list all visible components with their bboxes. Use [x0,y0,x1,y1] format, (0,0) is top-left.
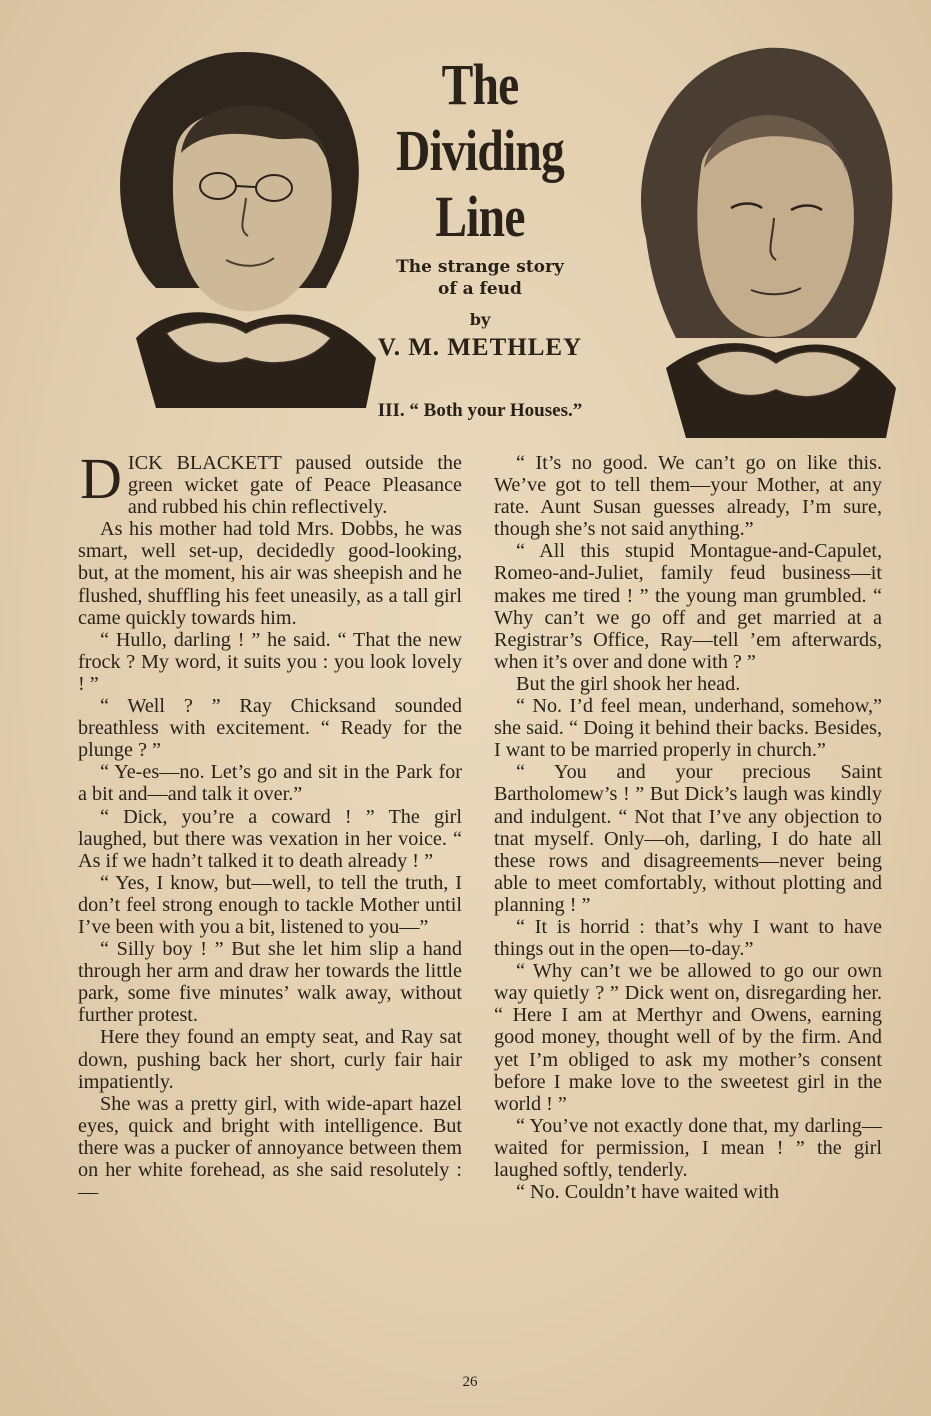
subtitle-line: of a feud [438,279,522,299]
paragraph: “ No. Couldn’t have waited with [516,1181,780,1204]
paragraph: “ No. I’d feel mean, underhand, somehow,” she said. “ Doing it behind their backs. Besides, I want to be married properly in church.” [494,695,882,762]
subtitle-line: The strange story [396,257,564,277]
paragraph: “ It is horrid : that’s why I want to have things out in the open—to-day.” [494,915,882,961]
paragraph-text: ICK BLACKETT paused outside the green wicket gate of Peace Pleasance and rubbed his chin reflectively. [127,452,462,519]
paragraph: Here they found an empty seat, and Ray sat down, pushing back her short, curly fair hair impatiently. [78,1026,462,1093]
paragraph: “ All this stupid Montague-and-Capulet, Romeo-and-Juliet, family feud business—it makes me tired ! ” the young man grumbled. “ Why can’t we go off and get married at a Registrar’s Office, Ray—tell ’em afterwards, when it’s over and done with ? ” [494,540,882,673]
paragraph: “ Silly boy ! ” But she let him slip a hand through her arm and draw her towards the little park, some five minutes’ walk away, without further protest. [78,938,462,1027]
paragraph: As his mother had told Mrs. Dobbs, he was smart, well set-up, decidedly good-looking, but, at the moment, his air was sheepish and he flushed, shuffling his feet uneasily, as a tall girl came quickly towards him. [78,518,462,629]
part-heading: III. “ Both your Houses.” [377,400,583,421]
paragraph: “ It’s no good. We can’t go on like this. We’ve got to tell them—your Mother, at any rate. Aunt Susan guesses already, I’m sure, though she’s not said anything.” [494,452,882,541]
paragraph: “ You and your precious Saint Bartholomew’s ! ” But Dick’s laugh was kindly and indulgent. “ Not that I’ve any objection to tnat myself. Only—oh, darling, I do hate all these rows and disagreements—never being able to meet comfortably, without plotting and planning ! ” [494,761,882,916]
text-column-right [494,452,882,1203]
article-title [360,52,600,250]
title-line: The [441,52,519,117]
portrait-right-illustration [606,38,906,438]
paragraph: “ Ye-es—no. Let’s go and sit in the Park for a bit and—and talk it over.” [78,761,462,806]
page-number: 26 [462,1374,478,1390]
paragraph: But the girl shook her head. [516,672,741,695]
paragraph: “ Why can’t we be allowed to go our own way quietly ? ” Dick went on, disregarding her. “ Here I am at Merthyr and Owens, earning good money, thought well of by the firm. And yet I’m obliged to ask my mother’s consent before I make love to the sweetest girl in the world ! ” [494,960,882,1115]
paragraph: “ Yes, I know, but—well, to tell the truth, I don’t feel strong enough to tackle Mother until I’ve been with you a bit, listened to you—” [78,871,462,938]
paragraph: “ Well ? ” Ray Chicksand sounded breathless with excitement. “ Ready for the plunge ? ” [78,695,462,762]
author-name: V. M. METHLEY [377,334,583,361]
byline: by [469,310,491,329]
paragraph: “ Hullo, darling ! ” he said. “ That the new frock ? My word, it suits you : you look lovely ! ” [78,628,462,695]
drop-cap: D [80,446,122,511]
title-line: Line [435,184,525,249]
paragraph [78,446,462,519]
paragraph: “ You’ve not exactly done that, my darling—waited for permission, I mean ! ” the girl laughed softly, tenderly. [494,1114,882,1181]
title-line: Dividing [396,118,564,183]
text-column-left [78,446,462,1204]
article-subtitle [360,256,600,300]
paragraph: “ Dick, you’re a coward ! ” The girl laughed, but there was vexation in her voice. “ As if we hadn’t talked it to death already ! ” [78,805,462,872]
paragraph: She was a pretty girl, with wide-apart hazel eyes, quick and bright with intelligence. But there was a pucker of annoyance between them on her white forehead, as she said resolutely :— [78,1092,462,1204]
